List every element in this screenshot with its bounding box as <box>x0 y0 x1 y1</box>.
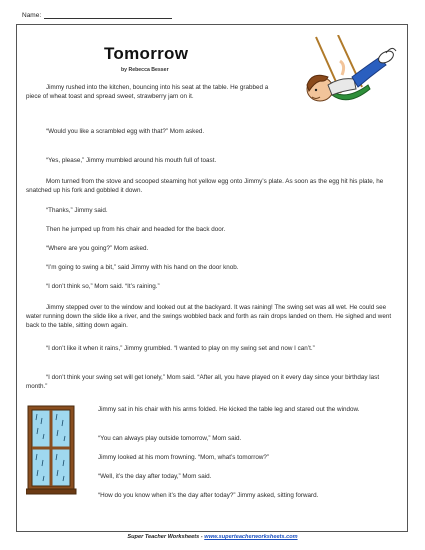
footer-url-link[interactable]: www.superteacherworksheets.com <box>204 534 298 540</box>
boy-on-swing-illustration <box>296 35 400 117</box>
paragraph: Jimmy sat in his chair with his arms folded. He kicked the table leg and stared out the window. <box>98 406 360 413</box>
paragraph: “Would you like a scrambled egg with that?” Mom asked. <box>46 128 205 135</box>
rainy-window-illustration <box>26 404 78 496</box>
paragraph: “You can always play outside tomorrow,” Mom said. <box>98 435 242 442</box>
page-title: Tomorrow <box>104 44 189 63</box>
name-blank <box>44 12 172 19</box>
paragraph: “I don’t think your swing set will get lonely,” Mom said. “After all, you have played on it every day since your birthday last month.” <box>26 374 380 390</box>
paragraph: “Where are you going?” Mom asked. <box>46 245 149 252</box>
footer-brand: Super Teacher Worksheets <box>127 534 200 540</box>
footer-separator: - <box>199 534 205 540</box>
paragraph: “Yes, please,” Jimmy mumbled around his mouth full of toast. <box>46 157 217 164</box>
paragraph: Jimmy rushed into the kitchen, bouncing into his seat at the table. He grabbed a piece of wheat toast and spread sweet, strawberry jam on it. <box>26 84 269 100</box>
paragraph: Then he jumped up from his chair and headed for the back door. <box>46 226 226 233</box>
paragraph: Jimmy looked at his mom frowning. “Mom, what’s tomorrow?” <box>98 454 269 461</box>
footer <box>0 534 425 540</box>
paragraph: “How do you know when it’s the day after today?” Jimmy asked, sitting forward. <box>98 492 319 499</box>
paragraph: “I don’t think so,” Mom said. “It’s raining.” <box>46 283 160 290</box>
name-label: Name: <box>22 12 42 19</box>
paragraph: Mom turned from the stove and scooped steaming hot yellow egg onto Jimmy’s plate. As soon as the egg hit his plate, he snatched up his fork and gobbled it down. <box>26 178 384 194</box>
paragraph: “I don’t like it when it rains,” Jimmy grumbled. “I wanted to play on my swing set and now I can’t.” <box>46 345 315 352</box>
paragraph: Jimmy stepped over to the window and looked out at the backyard. It was raining! The swing set was all wet. He could see water running down the slide like a river, and the swings wobbled back and forth as rain drops landed on them. He sighed and went back to the table, sitting down again. <box>26 304 392 329</box>
name-line <box>22 12 172 19</box>
paragraph: “Well, it’s the day after today,” Mom said. <box>98 473 212 480</box>
paragraph: “I’m going to swing a bit,” said Jimmy with his hand on the door knob. <box>46 264 239 271</box>
paragraph: “Thanks,” Jimmy said. <box>46 207 108 214</box>
byline: by Rebecca Besser <box>121 67 169 73</box>
